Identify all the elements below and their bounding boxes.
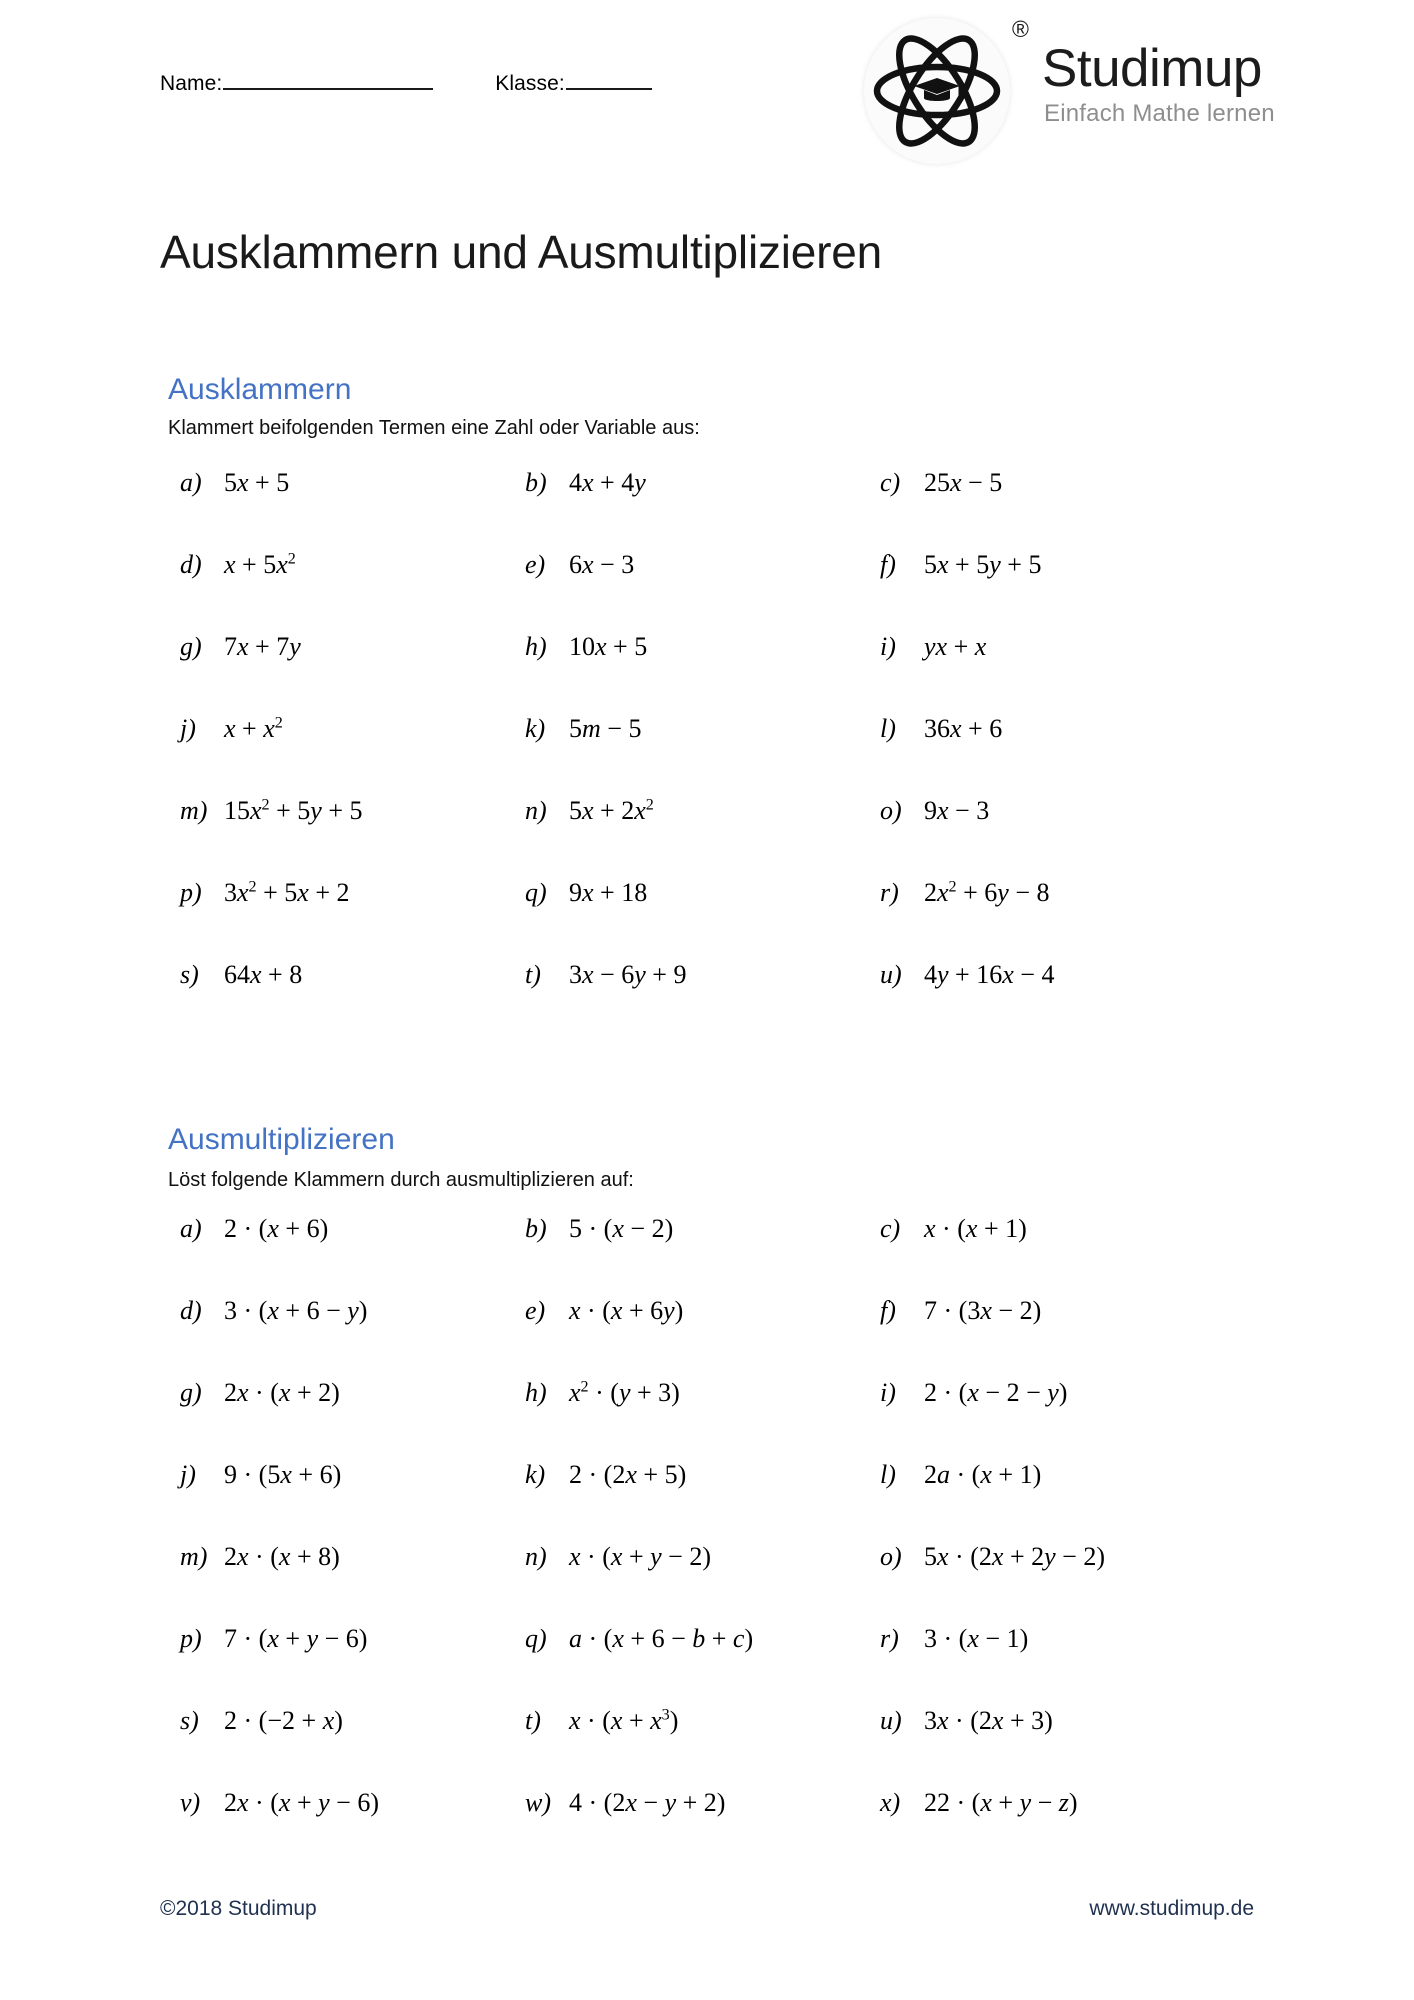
exercise-expression: 2 · (2x + 5) [569, 1460, 687, 1489]
exercise-item [525, 962, 686, 988]
exercise-expression: 9x − 3 [924, 796, 990, 825]
brand-name: Studimup [1042, 39, 1262, 98]
section-heading-ausklammern: Ausklammern [168, 372, 352, 406]
exercise-expression: 2 · (x − 2 − y) [924, 1378, 1068, 1407]
exercise-label: o) [880, 1542, 902, 1571]
exercise-item [525, 1544, 711, 1570]
exercise-item [525, 1626, 753, 1652]
exercise-expression: 3x · (2x + 3) [924, 1706, 1053, 1735]
exercise-expression: 64x + 8 [224, 960, 303, 989]
exercise-label: r) [880, 1624, 899, 1653]
exercise-label: s) [180, 1706, 199, 1735]
exercise-expression: 3x − 6y + 9 [569, 960, 687, 989]
brand-tagline: Einfach Mathe lernen [1044, 100, 1275, 127]
exercise-item [880, 962, 1054, 988]
page-title: Ausklammern und Ausmultiplizieren [160, 225, 883, 278]
exercise-label: e) [525, 550, 546, 579]
exercise-expression: 5x + 5 [224, 468, 290, 497]
exercise-expression: 7 · (x + y − 6) [224, 1624, 368, 1653]
exercise-expression: 4x + 4y [569, 468, 646, 497]
exercise-expression: $5x + 2x^2$ [569, 796, 654, 825]
exercise-label: j) [180, 714, 196, 743]
exercise-item [525, 798, 654, 824]
exercise-label: k) [525, 1460, 546, 1489]
exercise-item [880, 1462, 1041, 1488]
exercise-item [880, 1790, 1078, 1816]
exercise-expression: 4 · (2x − y + 2) [569, 1788, 726, 1817]
exercise-expression: 6x − 3 [569, 550, 635, 579]
footer-website[interactable]: www.studimup.de [1089, 1897, 1254, 1920]
exercise-expression: 5x + 5y + 5 [924, 550, 1042, 579]
exercise-label: k) [525, 714, 546, 743]
exercise-expression: 2 · (−2 + x) [224, 1706, 343, 1735]
exercise-expression: 10x + 5 [569, 632, 648, 661]
exercise-label: u) [880, 960, 902, 989]
exercise-expression: x · (x + 6y) [569, 1296, 684, 1325]
exercise-label: h) [525, 632, 547, 661]
exercise-item [880, 1708, 1053, 1734]
exercise-label: r) [880, 878, 899, 907]
exercise-item [180, 1298, 367, 1324]
exercise-label: u) [880, 1706, 902, 1735]
exercise-label: e) [525, 1296, 546, 1325]
exercise-expression: a · (x + 6 − b + c) [569, 1624, 754, 1653]
exercise-item [880, 1626, 1028, 1652]
exercise-label: t) [525, 960, 541, 989]
exercise-item [525, 880, 647, 906]
exercise-item [525, 1298, 683, 1324]
atom-graduation-cap-icon [872, 26, 1002, 156]
exercise-label: c) [880, 1214, 901, 1243]
exercise-expression: 36x + 6 [924, 714, 1003, 743]
exercise-label: m) [180, 1542, 208, 1571]
graduation-cap-shape [914, 78, 961, 101]
exercise-label: x) [880, 1788, 901, 1817]
exercise-item [180, 1708, 343, 1734]
exercise-expression: 22 · (x + y − z) [924, 1788, 1078, 1817]
exercise-item [180, 1216, 328, 1242]
exercise-label: l) [880, 1460, 896, 1489]
exercise-item [525, 1790, 725, 1816]
exercise-item [180, 552, 296, 578]
exercise-label: h) [525, 1378, 547, 1407]
exercise-label: p) [180, 878, 202, 907]
exercise-item [180, 470, 289, 496]
exercise-label: v) [180, 1788, 201, 1817]
exercise-expression: 5 · (x − 2) [569, 1214, 674, 1243]
exercise-item [880, 634, 986, 660]
exercise-item [525, 1708, 678, 1734]
exercise-expression: 7 · (3x − 2) [924, 1296, 1042, 1325]
section-heading-ausmultiplizieren: Ausmultiplizieren [168, 1122, 395, 1156]
exercise-label: o) [880, 796, 902, 825]
exercise-item [180, 962, 302, 988]
exercise-label: g) [180, 1378, 202, 1407]
klasse-label: Klasse: [495, 72, 565, 95]
exercise-expression: yx + x [924, 632, 987, 661]
exercise-item [525, 552, 634, 578]
exercise-label: w) [525, 1788, 551, 1817]
exercise-item [180, 1626, 367, 1652]
exercise-label: m) [180, 796, 208, 825]
exercise-item [880, 1380, 1067, 1406]
exercise-item [880, 470, 1002, 496]
exercise-label: i) [880, 632, 896, 661]
exercise-expression: 25x − 5 [924, 468, 1003, 497]
klasse-write-line[interactable] [566, 74, 652, 90]
exercise-label: p) [180, 1624, 202, 1653]
exercise-item [880, 716, 1002, 742]
exercise-expression: 2a · (x + 1) [924, 1460, 1042, 1489]
exercise-expression: 9 · (5x + 6) [224, 1460, 342, 1489]
exercise-item [880, 880, 1050, 906]
exercise-label: c) [880, 468, 901, 497]
exercise-label: s) [180, 960, 199, 989]
exercise-expression: $x + 5x^2$ [224, 550, 296, 579]
exercise-item [880, 552, 1041, 578]
exercise-label: a) [180, 468, 202, 497]
exercise-expression: 5x · (2x + 2y − 2) [924, 1542, 1105, 1571]
exercise-expression: 9x + 18 [569, 878, 648, 907]
exercise-item [880, 1216, 1027, 1242]
exercise-item [180, 1544, 340, 1570]
exercise-label: b) [525, 468, 547, 497]
exercise-label: j) [180, 1460, 196, 1489]
footer-copyright: ©2018 Studimup [160, 1897, 317, 1920]
exercise-expression: $2x^2 + 6y - 8$ [924, 878, 1050, 907]
exercise-expression: 2x · (x + y − 6) [224, 1788, 379, 1817]
exercise-item [525, 716, 641, 742]
exercise-label: f) [880, 550, 896, 579]
brand-logo-block [864, 10, 1384, 160]
name-label: Name: [160, 72, 223, 95]
exercise-label: g) [180, 632, 202, 661]
exercise-expression: $x^2 \cdot (y + 3)$ [569, 1378, 680, 1407]
exercise-item [180, 634, 301, 660]
exercise-item [880, 798, 989, 824]
exercise-label: d) [180, 1296, 202, 1325]
exercise-item [525, 1380, 680, 1406]
exercise-expression: 7x + 7y [224, 632, 301, 661]
exercise-expression: $x \cdot (x + x^3)$ [569, 1706, 679, 1735]
exercise-label: i) [880, 1378, 896, 1407]
exercise-label: n) [525, 1542, 547, 1571]
exercise-label: b) [525, 1214, 547, 1243]
exercise-expression: 3 · (x − 1) [924, 1624, 1029, 1653]
exercise-expression: x · (x + 1) [924, 1214, 1027, 1243]
exercise-label: a) [180, 1214, 202, 1243]
exercise-expression: $3x^2 + 5x + 2$ [224, 878, 350, 907]
exercise-label: t) [525, 1706, 541, 1735]
exercise-label: n) [525, 796, 547, 825]
exercise-expression: 2 · (x + 6) [224, 1214, 329, 1243]
exercise-item [180, 716, 283, 742]
exercise-expression: x · (x + y − 2) [569, 1542, 711, 1571]
exercise-item [525, 1462, 686, 1488]
exercise-expression: $15x^2 + 5y + 5$ [224, 796, 363, 825]
exercise-expression: $x + x^2$ [224, 714, 283, 743]
exercise-label: f) [880, 1296, 896, 1325]
exercise-item [180, 798, 363, 824]
exercise-item [180, 1790, 379, 1816]
exercise-expression: 2x · (x + 8) [224, 1542, 340, 1571]
registered-trademark-symbol: ® [1012, 16, 1029, 42]
exercise-expression: 5m − 5 [569, 714, 642, 743]
exercise-item [180, 1380, 340, 1406]
name-field[interactable] [160, 72, 433, 96]
exercise-expression: 3 · (x + 6 − y) [224, 1296, 368, 1325]
exercise-item [880, 1544, 1105, 1570]
exercise-item [180, 1462, 341, 1488]
klasse-field[interactable] [495, 72, 652, 96]
section-instruction-ausmultiplizieren: Löst folgende Klammern durch ausmultiplizieren auf: [168, 1169, 634, 1191]
exercise-expression: 2x · (x + 2) [224, 1378, 340, 1407]
exercise-label: q) [525, 878, 547, 907]
exercise-label: q) [525, 1624, 547, 1653]
student-info-fields [160, 72, 652, 96]
exercise-label: d) [180, 550, 202, 579]
exercise-item [525, 634, 647, 660]
exercise-item [525, 470, 646, 496]
exercise-item [180, 880, 350, 906]
exercise-label: l) [880, 714, 896, 743]
name-write-line[interactable] [223, 74, 433, 90]
exercise-expression: 4y + 16x − 4 [924, 960, 1055, 989]
section-instruction-ausklammern: Klammert beifolgenden Termen eine Zahl oder Variable aus: [168, 417, 700, 439]
exercise-item [880, 1298, 1041, 1324]
exercise-item [525, 1216, 673, 1242]
